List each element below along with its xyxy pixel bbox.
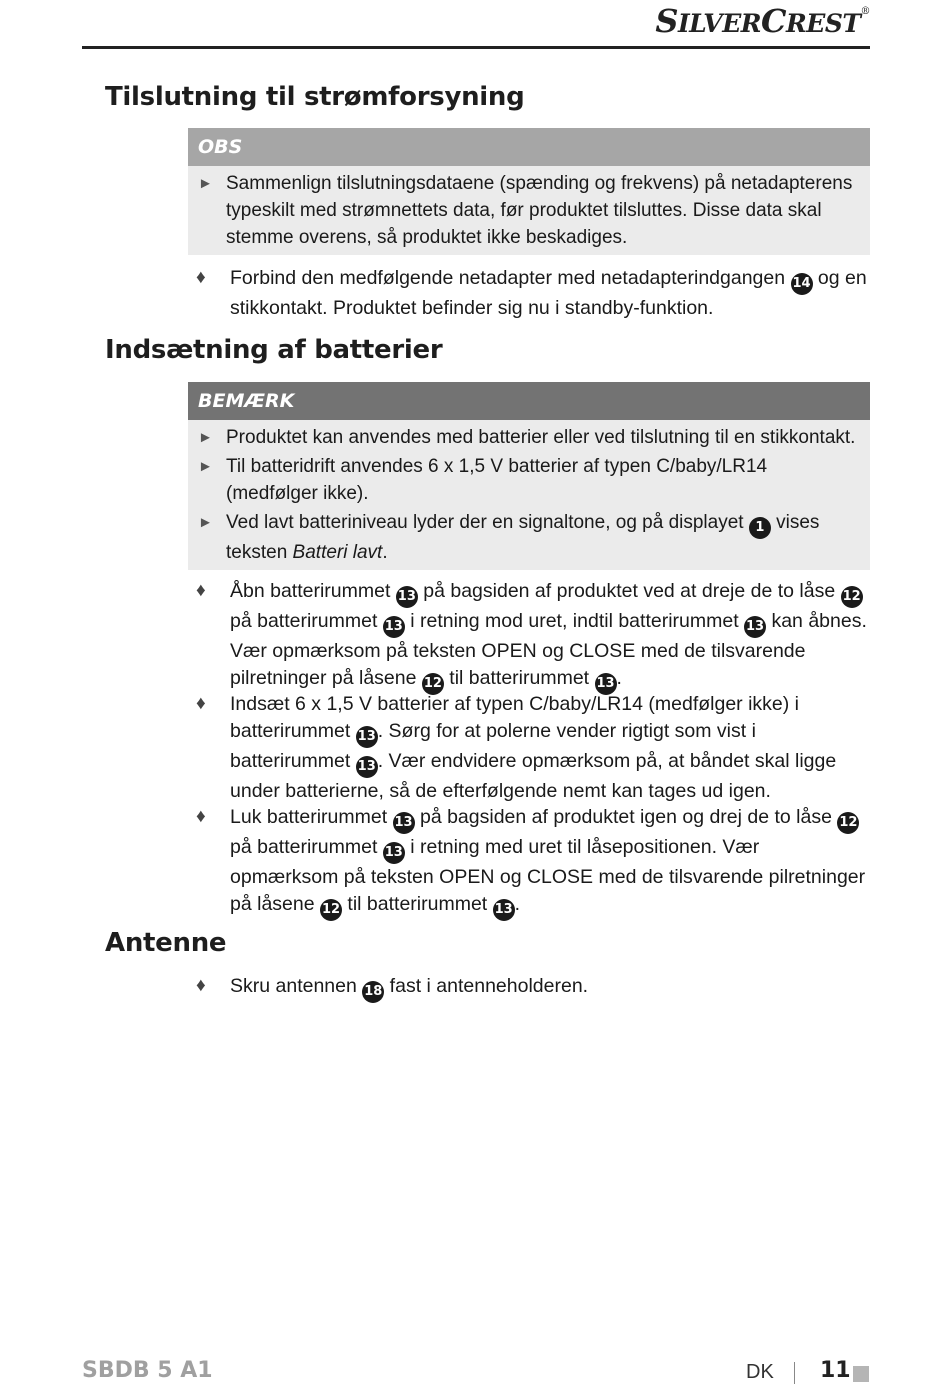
bemaerk-note-1: ► Produktet kan anvendes med batterier eller ved tilslutning til en stikkontakt.: [198, 424, 858, 451]
brand-logo: SILVERCREST®: [655, 2, 870, 40]
part-number-badge: 13: [595, 673, 617, 695]
bemaerk-box: [188, 382, 870, 570]
step-mount-antenna: ♦ Skru antennen 18 fast i antenneholderen.: [196, 973, 868, 1003]
part-number-badge: 13: [396, 586, 418, 608]
arrow-right-icon: ►: [198, 429, 213, 446]
part-number-badge: 12: [422, 673, 444, 695]
section-title-batteries: Indsætning af batterier: [105, 335, 443, 365]
footer-language: DK: [746, 1361, 774, 1383]
step-insert-batteries: ♦ Indsæt 6 x 1,5 V batterier af typen C/baby/LR14 (medfølger ikke) i batterirummet 13 . Sørg for at polerne vender rigtigt som vist i batterirummet 13 . Vær endvidere opmærksom på, at båndet skal ligge under batterierne, så de efterfølgende nemt kan tages ud igen.: [196, 693, 837, 802]
obs-box: [188, 128, 870, 255]
section-title-power: Tilslutning til strømforsyning: [105, 82, 525, 112]
part-number-badge: 12: [841, 586, 863, 608]
part-number-badge: 13: [383, 842, 405, 864]
part-number-badge: 14: [791, 273, 813, 295]
page-number: 11: [820, 1358, 851, 1383]
page-marker: [853, 1366, 869, 1382]
diamond-icon: ♦: [196, 580, 206, 601]
diamond-icon: ♦: [196, 693, 206, 714]
step-open-battery-compartment: ♦ Åbn batterirummet 13 på bagsiden af produktet ved at dreje de to låse 12 på batterirummet 13 i retning mod uret, indtil batterirummet 13 kan åbnes. Vær opmærksom på teksten OPEN og CLOSE med de tilsvarende pilretninger på låsene 12 til batterirummet 13 .: [196, 578, 868, 695]
obs-note: ► Sammenlign tilslutningsdataene (spænding og frekvens) på netadapterens typeskilt med strømnettets data, før produktet tilsluttes. Disse data skal stemme overens, så produktet ikke beskadiges.: [198, 170, 858, 251]
diamond-icon: ♦: [196, 806, 206, 827]
obs-box-label: OBS: [188, 128, 870, 166]
arrow-right-icon: ►: [198, 458, 213, 475]
part-number-badge: 13: [493, 899, 515, 921]
part-number-badge: 13: [383, 616, 405, 638]
diamond-icon: ♦: [196, 267, 206, 288]
part-number-badge: 18: [362, 981, 384, 1003]
bemaerk-box-label: BEMÆRK: [188, 382, 870, 420]
part-number-badge: 13: [356, 726, 378, 748]
arrow-right-icon: ►: [198, 175, 213, 192]
arrow-right-icon: ►: [198, 514, 213, 531]
part-number-badge: 13: [356, 756, 378, 778]
part-number-badge: 1: [749, 517, 771, 539]
part-number-badge: 12: [320, 899, 342, 921]
section-title-antenna: Antenne: [105, 928, 227, 958]
step-connect-adapter: ♦ Forbind den medfølgende netadapter med netadapterindgangen 14 og en stikkontakt. Produktet befinder sig nu i standby-funktion.: [196, 267, 867, 319]
diamond-icon: ♦: [196, 975, 206, 996]
part-number-badge: 13: [393, 812, 415, 834]
part-number-badge: 13: [744, 616, 766, 638]
part-number-badge: 12: [837, 812, 859, 834]
header-divider: [82, 46, 870, 49]
bemaerk-note-2: ► Til batteridrift anvendes 6 x 1,5 V batterier af typen C/baby/LR14 (medfølger ikke).: [198, 453, 858, 507]
footer-divider: [794, 1362, 795, 1384]
bemaerk-note-3: ► Ved lavt batteriniveau lyder der en signaltone, og på displayet 1 vises teksten Batteri lavt.: [198, 509, 858, 566]
footer-model-number: SBDB 5 A1: [82, 1358, 213, 1383]
step-close-battery-compartment: ♦ Luk batterirummet 13 på bagsiden af produktet igen og drej de to låse 12 på batterirummet 13 i retning med uret til låsepositionen. Vær opmærksom på teksten OPEN og CLOSE med de tilsvarende pilretninger på låsene 12 til batterirummet 13 .: [196, 804, 868, 921]
